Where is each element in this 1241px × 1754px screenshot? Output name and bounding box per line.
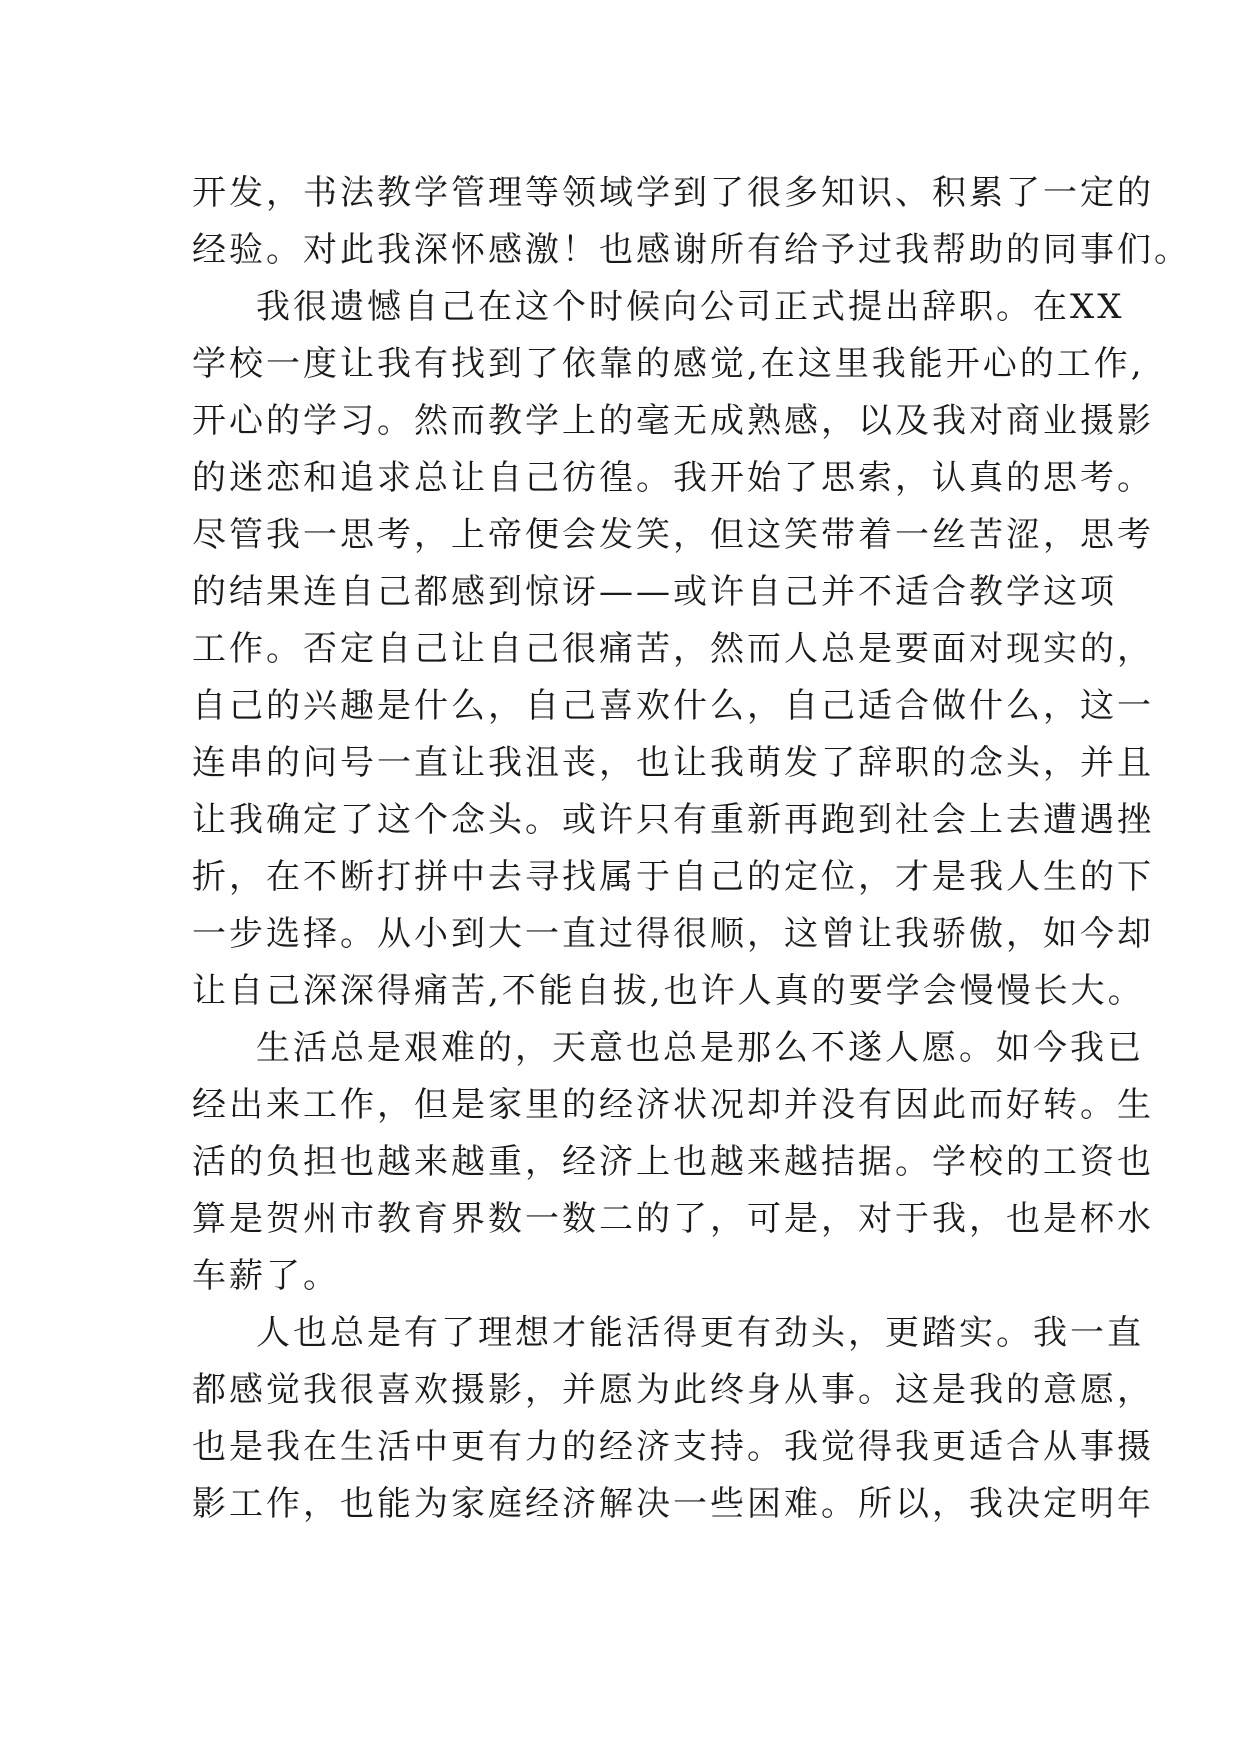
text-line-23: 也是我在生活中更有力的经济支持。我觉得我更适合从事摄 [192, 1427, 1154, 1467]
text-line-16: 生活总是艰难的，天意也总是那么不遂人愿。如今我已 [256, 1028, 1144, 1068]
text-line-11: 连串的问号一直让我沮丧，也让我萌发了辞职的念头，并且 [192, 743, 1154, 783]
text-line-7: 尽管我一思考，上帝便会发笑，但这笑带着一丝苦涩，思考 [192, 515, 1154, 555]
text-line-13: 折，在不断打拼中去寻找属于自己的定位，才是我人生的下 [192, 857, 1154, 897]
text-line-2: 经验。对此我深怀感激！也感谢所有给予过我帮助的同事们。 [192, 230, 1191, 270]
text-line-24: 影工作，也能为家庭经济解决一些困难。所以，我决定明年 [192, 1484, 1154, 1524]
text-line-9: 工作。否定自己让自己很痛苦，然而人总是要面对现实的， [192, 629, 1154, 669]
text-line-17: 经出来工作，但是家里的经济状况却并没有因此而好转。生 [192, 1085, 1154, 1125]
text-line-8: 的结果连自己都感到惊讶——或许自己并不适合教学这项 [192, 572, 1117, 612]
text-line-4: 学校一度让我有找到了依靠的感觉,在这里我能开心的工作, [192, 344, 1145, 384]
text-line-14: 一步选择。从小到大一直过得很顺，这曾让我骄傲，如今却 [192, 914, 1154, 954]
text-line-22: 都感觉我很喜欢摄影，并愿为此终身从事。这是我的意愿， [192, 1370, 1154, 1410]
text-line-1: 开发，书法教学管理等领域学到了很多知识、积累了一定的 [192, 173, 1154, 213]
text-line-10: 自己的兴趣是什么，自己喜欢什么，自己适合做什么，这一 [192, 686, 1154, 726]
text-line-18: 活的负担也越来越重，经济上也越来越拮据。学校的工资也 [192, 1142, 1154, 1182]
text-line-6: 的迷恋和追求总让自己彷徨。我开始了思索，认真的思考。 [192, 458, 1154, 498]
text-line-12: 让我确定了这个念头。或许只有重新再跑到社会上去遭遇挫 [192, 800, 1154, 840]
text-line-3: 我很遗憾自己在这个时候向公司正式提出辞职。在XX [256, 287, 1125, 327]
text-line-20: 车薪了。 [192, 1256, 340, 1296]
text-line-15: 让自己深深得痛苦,不能自拔,也许人真的要学会慢慢长大。 [192, 971, 1145, 1011]
text-line-21: 人也总是有了理想才能活得更有劲头，更踏实。我一直 [256, 1313, 1144, 1353]
text-line-5: 开心的学习。然而教学上的毫无成熟感，以及我对商业摄影 [192, 401, 1154, 441]
text-line-19: 算是贺州市教育界数一数二的了，可是，对于我，也是杯水 [192, 1199, 1154, 1239]
